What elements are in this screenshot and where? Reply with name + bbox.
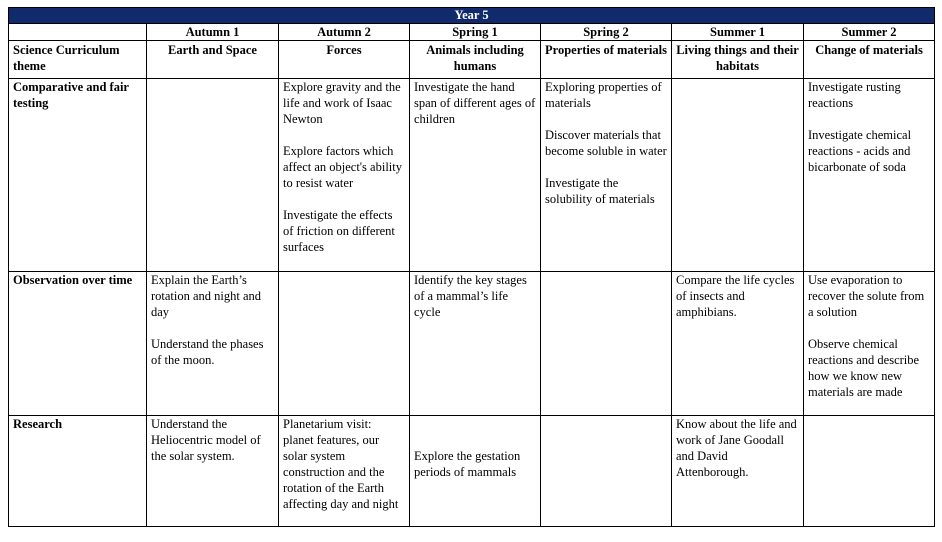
cell-paragraph: Use evaporation to recover the solute from a solution — [808, 273, 925, 319]
table-row — [9, 272, 935, 416]
table-cell — [804, 416, 935, 527]
table-cell — [672, 272, 804, 416]
cell-paragraph: Observe chemical reactions and describe how we know new materials are made — [808, 337, 920, 399]
cell-paragraph: Explore gravity and the life and work of Isaac Newton — [283, 80, 401, 126]
cell-paragraph: Compare the life cycles of insects and amphibians. — [676, 273, 795, 319]
cell-paragraph: Explain the Earth’s rotation and night and day — [151, 273, 262, 319]
term-header: Spring 1 — [410, 24, 541, 41]
cell-paragraph: Investigate the solubility of materials — [545, 176, 655, 206]
cell-paragraph: Explore the gestation periods of mammals — [414, 449, 521, 479]
cell-paragraph: Identify the key stages of a mammal’s life cycle — [414, 273, 527, 319]
cell-paragraph: Know about the life and work of Jane Goodall and David Attenborough. — [676, 417, 797, 479]
title-row — [9, 8, 935, 24]
cell-paragraph: Investigate rusting reactions — [808, 80, 901, 110]
cell-paragraph: Planetarium visit: planet features, our solar system construction and the rotation of the Earth affecting day and night — [283, 417, 399, 511]
row-label: Comparative and fair testing — [9, 79, 147, 272]
topic-header: Forces — [279, 41, 410, 79]
row-label: Observation over time — [9, 272, 147, 416]
table-cell — [541, 416, 672, 527]
table-cell — [147, 272, 279, 416]
cell-paragraph: Explore factors which affect an object's ability to resist water — [283, 144, 402, 190]
term-header: Spring 2 — [541, 24, 672, 41]
table-cell — [147, 416, 279, 527]
table-cell — [410, 272, 541, 416]
cell-paragraph: Investigate chemical reactions - acids and bicarbonate of soda — [808, 128, 912, 174]
topic-header: Animals including humans — [410, 41, 541, 79]
table-row — [9, 416, 935, 527]
cell-paragraph: Exploring properties of materials — [545, 80, 662, 110]
topic-row — [9, 41, 935, 79]
table-cell — [541, 79, 672, 272]
table-row — [9, 79, 935, 272]
cell-paragraph: Investigate the effects of friction on different surfaces — [283, 208, 395, 254]
topic-header: Properties of materials — [541, 41, 672, 79]
curriculum-table — [8, 7, 935, 527]
table-cell — [672, 416, 804, 527]
table-cell — [672, 79, 804, 272]
table-cell — [541, 272, 672, 416]
table-cell — [804, 79, 935, 272]
term-header: Summer 2 — [804, 24, 935, 41]
table-cell — [279, 272, 410, 416]
term-row — [9, 24, 935, 41]
term-header: Autumn 2 — [279, 24, 410, 41]
term-header: Autumn 1 — [147, 24, 279, 41]
cell-paragraph — [414, 416, 536, 432]
topic-header: Earth and Space — [147, 41, 279, 79]
term-header-blank — [9, 24, 147, 41]
table-cell — [279, 79, 410, 272]
cell-paragraph: Understand the phases of the moon. — [151, 337, 264, 367]
cell-paragraph: Understand the Heliocentric model of the solar system. — [151, 417, 261, 463]
cell-paragraph: Discover materials that become soluble in water — [545, 128, 667, 158]
row-label: Research — [9, 416, 147, 527]
table-cell — [410, 416, 541, 527]
term-header: Summer 1 — [672, 24, 804, 41]
table-cell — [279, 416, 410, 527]
table-cell — [410, 79, 541, 272]
year-title: Year 5 — [9, 8, 935, 24]
topic-header: Change of materials — [804, 41, 935, 79]
table-cell — [147, 79, 279, 272]
topic-header: Living things and their habitats — [672, 41, 804, 79]
cell-paragraph: Investigate the hand span of different ages of children — [414, 80, 536, 126]
theme-column-header: Science Curriculum theme — [9, 41, 147, 79]
table-cell — [804, 272, 935, 416]
